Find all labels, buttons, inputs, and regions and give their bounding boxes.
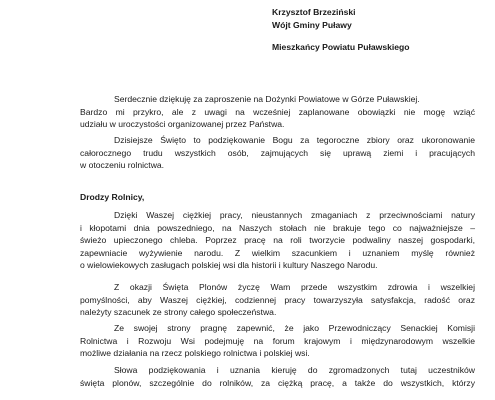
paragraph-line: pomyślności, aby Waszej ciężkiej, codziennej pracy towarzyszyła satysfakcja, radość oraz <box>80 294 475 305</box>
paragraph-line: w otoczeniu rolnictwa. <box>80 160 165 171</box>
paragraph-line: Dzięki Waszej ciężkiej pracy, nieustannych zmaganiach z przeciwnościami natury <box>114 210 475 220</box>
paragraph-wishes <box>80 281 475 319</box>
paragraph-line: udziału w uroczystości organizowanej przez Państwa. <box>80 119 285 130</box>
paragraph-line: Rolnictwa i Rozwoju Wsi podejmuję na forum krajowym i międzynarodowym wszelkie <box>80 335 475 346</box>
paragraph-acknowledgement <box>80 364 475 389</box>
paragraph-line: Ze swojej strony pragnę zapewnić, że jako Przewodniczący Senackiej Komisji <box>114 323 475 333</box>
paragraph-line: Słowa podziękowania i uznania kieruję do zgromadzonych tutaj uczestników <box>114 365 475 375</box>
paragraph-line: Serdecznie dziękuję za zaproszenie na Dożynki Powiatowe w Górze Puławskiej. <box>114 94 420 104</box>
paragraph-thanks <box>80 93 475 131</box>
sender-name: Krzysztof Brzeziński <box>272 7 356 17</box>
paragraph-holiday <box>80 134 475 172</box>
paragraph-line: i kłopotami dnia powszedniego, na Naszych stołach nie brakuje tego co najważniejsze – <box>80 222 475 233</box>
paragraph-line: zapewniacie wyżywienie narodu. Z wielkim szacunkiem i uznaniem myślę również <box>80 247 475 258</box>
paragraph-line: Bardzo mi przykro, ale z uwagi na wcześniej zaplanowane obowiązki nie mogę wziąć <box>80 106 475 117</box>
paragraph-farmers <box>80 209 475 272</box>
greeting: Drodzy Rolnicy, <box>80 192 145 202</box>
paragraph-line: należyty szacunek ze strony całego społeczeństwa. <box>80 307 277 318</box>
paragraph-line: możliwe działania na rzecz polskiego rolnictwa i polskiej wsi. <box>80 348 310 359</box>
recipient-line: Mieszkańcy Powiatu Puławskiego <box>272 42 410 52</box>
paragraph-line: Dzisiejsze Święto to podziękowanie Bogu za tegoroczne zbiory oraz ukoronowanie <box>114 135 475 145</box>
paragraph-line: świeżo upieczonego chleba. Poprzez pracę na roli tworzycie podwaliny naszej gospodarki, <box>80 235 475 246</box>
paragraph-line: Z okazji Święta Plonów życzę Wam przede wszystkim zdrowia i wszelkiej <box>114 282 475 292</box>
sender-title: Wójt Gminy Puławy <box>272 20 352 30</box>
sender-block <box>272 6 356 32</box>
paragraph-line: o wielowiekowych zasługach polskiej wsi dla historii i kultury Naszego Narodu. <box>80 260 378 271</box>
paragraph-line: całorocznego trudu wszystkich osób, zajmujących się uprawą ziemi i pracujących <box>80 147 475 158</box>
paragraph-commission <box>80 322 475 360</box>
paragraph-line: święta plonów, szczególnie do rolników, za ciężką pracę, a także do wszystkich, którzy <box>80 377 475 388</box>
